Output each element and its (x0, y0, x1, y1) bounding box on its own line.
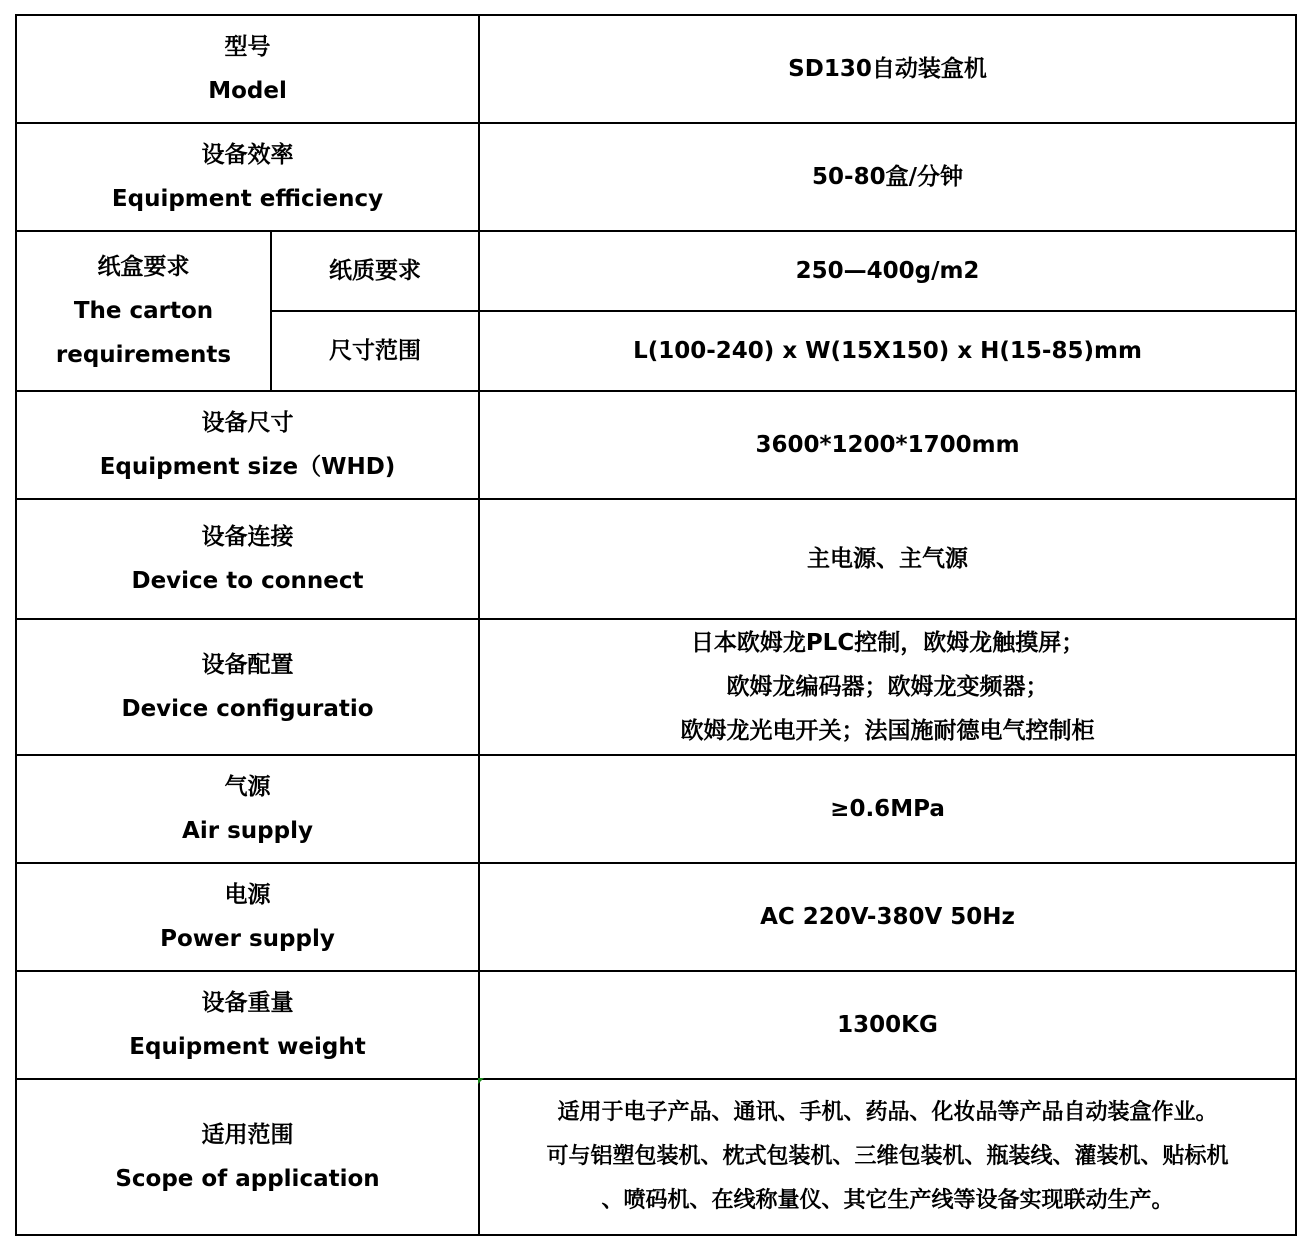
config-line: 欧姆龙光电开关；法国施耐德电气控制柜 (680, 718, 1095, 744)
scope-line: 、喷码机、在线称量仪、其它生产线等设备实现联动生产。 (601, 1188, 1174, 1213)
label-en: Equipment weight (129, 1034, 366, 1060)
label-en: Model (208, 78, 287, 104)
label-en-1: The carton (73, 298, 214, 324)
scope-line: 适用于电子产品、通讯、手机、药品、化妆品等产品自动装盒作业。 (557, 1100, 1218, 1125)
value-carton-size: L(100-240) x W(15X150) x H(15-85)mm (479, 311, 1296, 391)
label-en: Device to connect (131, 568, 364, 594)
value-connect: 主电源、主气源 (479, 499, 1296, 619)
label-connect (16, 499, 479, 619)
label-cn: 设备尺寸 (201, 410, 294, 436)
label-en: Power supply (160, 926, 335, 952)
label-weight (16, 971, 479, 1079)
label-cn: 适用范围 (201, 1122, 294, 1148)
value-efficiency: 50-80盒/分钟 (479, 123, 1296, 231)
label-en: Device configuratio (121, 696, 374, 722)
label-carton (16, 231, 271, 391)
sublabel-size: 尺寸范围 (271, 311, 479, 391)
label-power (16, 863, 479, 971)
label-en: Equipment efficiency (111, 186, 384, 212)
label-size (16, 391, 479, 499)
value-model: SD130自动装盒机 (479, 15, 1296, 123)
value-scope (479, 1079, 1296, 1235)
label-en: Scope of application (115, 1166, 380, 1192)
value-config (479, 619, 1296, 755)
config-line: 日本欧姆龙PLC控制，欧姆龙触摸屏； (690, 630, 1085, 656)
row-connect (16, 499, 1296, 619)
value-size: 3600*1200*1700mm (479, 391, 1296, 499)
label-en: Air supply (182, 818, 313, 844)
row-config (16, 619, 1296, 755)
label-en-2: requirements (55, 342, 232, 368)
label-config (16, 619, 479, 755)
row-power (16, 863, 1296, 971)
label-en: Equipment size（WHD) (99, 454, 396, 480)
value-weight: 1300KG (479, 971, 1296, 1079)
value-paper: 250—400g/m2 (479, 231, 1296, 311)
spec-table (15, 14, 1297, 1236)
label-cn: 设备重量 (201, 990, 294, 1016)
label-cn: 纸盒要求 (97, 254, 190, 280)
label-cn: 型号 (224, 34, 271, 60)
row-air (16, 755, 1296, 863)
row-model (16, 15, 1296, 123)
value-air: ≥0.6MPa (479, 755, 1296, 863)
row-carton-paper (16, 231, 1296, 311)
config-line: 欧姆龙编码器；欧姆龙变频器； (726, 674, 1049, 700)
label-efficiency (16, 123, 479, 231)
row-scope (16, 1079, 1296, 1235)
label-cn: 设备配置 (201, 652, 294, 678)
value-power: AC 220V-380V 50Hz (479, 863, 1296, 971)
label-scope (16, 1079, 479, 1235)
label-model (16, 15, 479, 123)
cell-comment-marker (478, 1078, 484, 1084)
label-cn: 电源 (224, 882, 271, 908)
row-weight (16, 971, 1296, 1079)
sublabel-paper: 纸质要求 (271, 231, 479, 311)
row-size (16, 391, 1296, 499)
label-cn: 设备效率 (201, 142, 294, 168)
label-cn: 设备连接 (201, 524, 294, 550)
label-air (16, 755, 479, 863)
scope-line: 可与铝塑包装机、枕式包装机、三维包装机、瓶装线、灌装机、贴标机 (546, 1144, 1229, 1169)
label-cn: 气源 (224, 774, 271, 800)
row-efficiency (16, 123, 1296, 231)
